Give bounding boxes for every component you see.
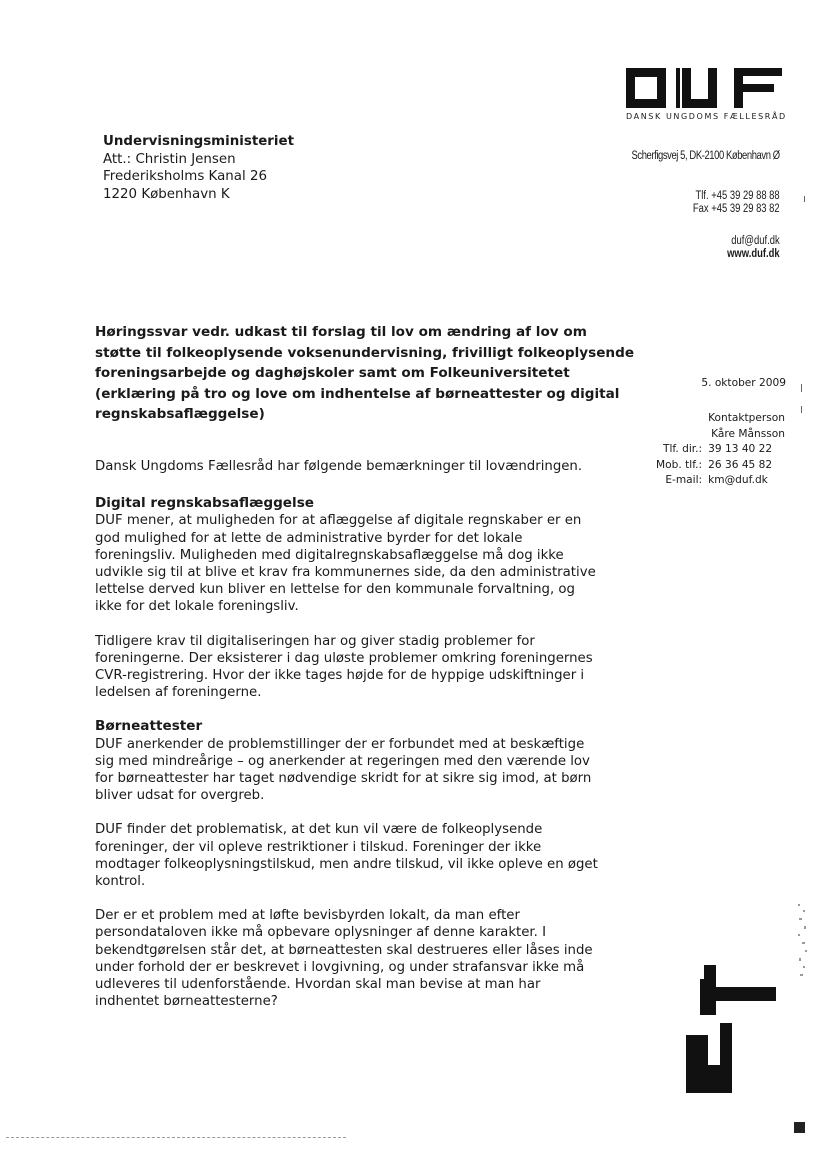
scan-artifact (801, 384, 802, 392)
contact-name: Kåre Månsson (711, 427, 785, 440)
contact-direct-phone: 39 13 40 22 (708, 443, 773, 455)
section-heading-childcert: Børneattester (95, 718, 203, 735)
scan-artifact (801, 406, 802, 413)
corner-graphic-icon (686, 965, 776, 1095)
intro-paragraph: Dansk Ungdoms Fællesråd har følgende bemærkninger til lovændringen. (95, 459, 583, 474)
sender-phones (632, 190, 780, 217)
sender-email: duf@duf.dk (731, 234, 780, 247)
section-heading-digital: Digital regnskabsaflæggelse (95, 495, 315, 512)
duf-logo-mark (626, 68, 782, 108)
scan-artifact (794, 1122, 805, 1133)
paragraph: DUF finder det problematisk, at det kun vil være de folkeoplysende foreninger, der vil opleve restriktioner i tilskud. Foreninger der ikke modtager folkeoplysningstilskud, men andre tilskud, vil ikke opleve en øget kontrol. (95, 822, 598, 890)
contact-email: km@duf.dk (708, 474, 768, 486)
duf-logo (626, 68, 787, 126)
paragraph: Tidligere krav til digitaliseringen har og giver stadig problemer for foreningerne. Der eksisterer i dag uløste problemer omkring foreningernes CVR-registrering. Hvor der ikke tages højde for de hyppige udskiftninger i ledelsen af foreningerne. (95, 633, 593, 701)
sender-website: www.duf.dk (727, 248, 780, 260)
recipient-city: 1220 København K (103, 186, 230, 202)
recipient-street: Frederiksholms Kanal 26 (103, 169, 268, 184)
letter-date: 5. oktober 2009 (701, 377, 786, 389)
contact-block (656, 411, 785, 489)
paragraph: Der er et problem med at løfte bevisbyrden lokalt, da man efter persondataloven ikke må opbevare oplysninger af denne karakter. I bekendtgørelsen står det, at børneattesten skal destrueres eller låses inde under forhold der er beskrevet i lovgivning, og under strafansvar ikke må udleveres til udenforstående. Hvordan skal man bevise at man har indhentet børneattesterne? (95, 908, 593, 1010)
sender-phone: Tlf. +45 39 29 88 88 (695, 189, 780, 202)
sender-online (632, 235, 780, 262)
contact-heading: Kontaktperson (708, 412, 785, 424)
scan-artifact (796, 900, 810, 980)
contact-mobile-label: Mob. tlf.: (656, 458, 703, 471)
contact-mobile-phone: 26 36 45 82 (708, 458, 773, 471)
scan-artifact (804, 196, 805, 202)
recipient-attention: Att.: Christin Jensen (103, 151, 236, 167)
decorative-graphic (686, 965, 776, 1099)
letter-body (95, 458, 605, 1027)
contact-email-label: E-mail: (665, 474, 703, 486)
paragraph: DUF anerkender de problemstillinger der er forbundet med at beskæftige sig med mindreårige – og anerkender at regeringen med den værende lov for børneattester har taget nødvendige skridt for at sikre sig imod, at børn bliver udsat for overgreb. (95, 736, 592, 804)
paragraph: DUF mener, at muligheden for at aflæggelse af digitale regnskaber er en god mulighed for at lette de administrative byrder for det lokale foreningsliv. Muligheden med digitalregnskabsaflæggelse må dog ikke udvikle sig til at blive et krav fra kommunernes side, da den administrative lettelse derved kun bliver en lettelse for den kommunale forvaltning, og ikke for det lokale foreningsliv. (95, 513, 596, 615)
logo-subtitle: DANSK UNGDOMS FÆLLESRÅD (626, 112, 787, 121)
sender-address: Scherfigsvej 5, DK-2100 København Ø (631, 150, 780, 162)
sender-info (599, 150, 780, 262)
recipient-address (103, 133, 294, 203)
scan-line (6, 1137, 346, 1138)
sender-fax: Fax +45 39 29 83 82 (693, 203, 780, 215)
recipient-organization: Undervisningsministeriet (103, 134, 294, 149)
contact-direct-label: Tlf. dir.: (663, 443, 703, 455)
letter-subject: Høringssvar vedr. udkast til forslag til lov om ændring af lov om støtte til folkeoplysende voksenundervisning, frivilligt folkeoplysende foreningsarbejde og daghøjskoler samt om Folkeuniversitetet (erklæring på tro og love om indhentelse af børneattester og digital regnskabsaflæggelse) (95, 324, 635, 422)
